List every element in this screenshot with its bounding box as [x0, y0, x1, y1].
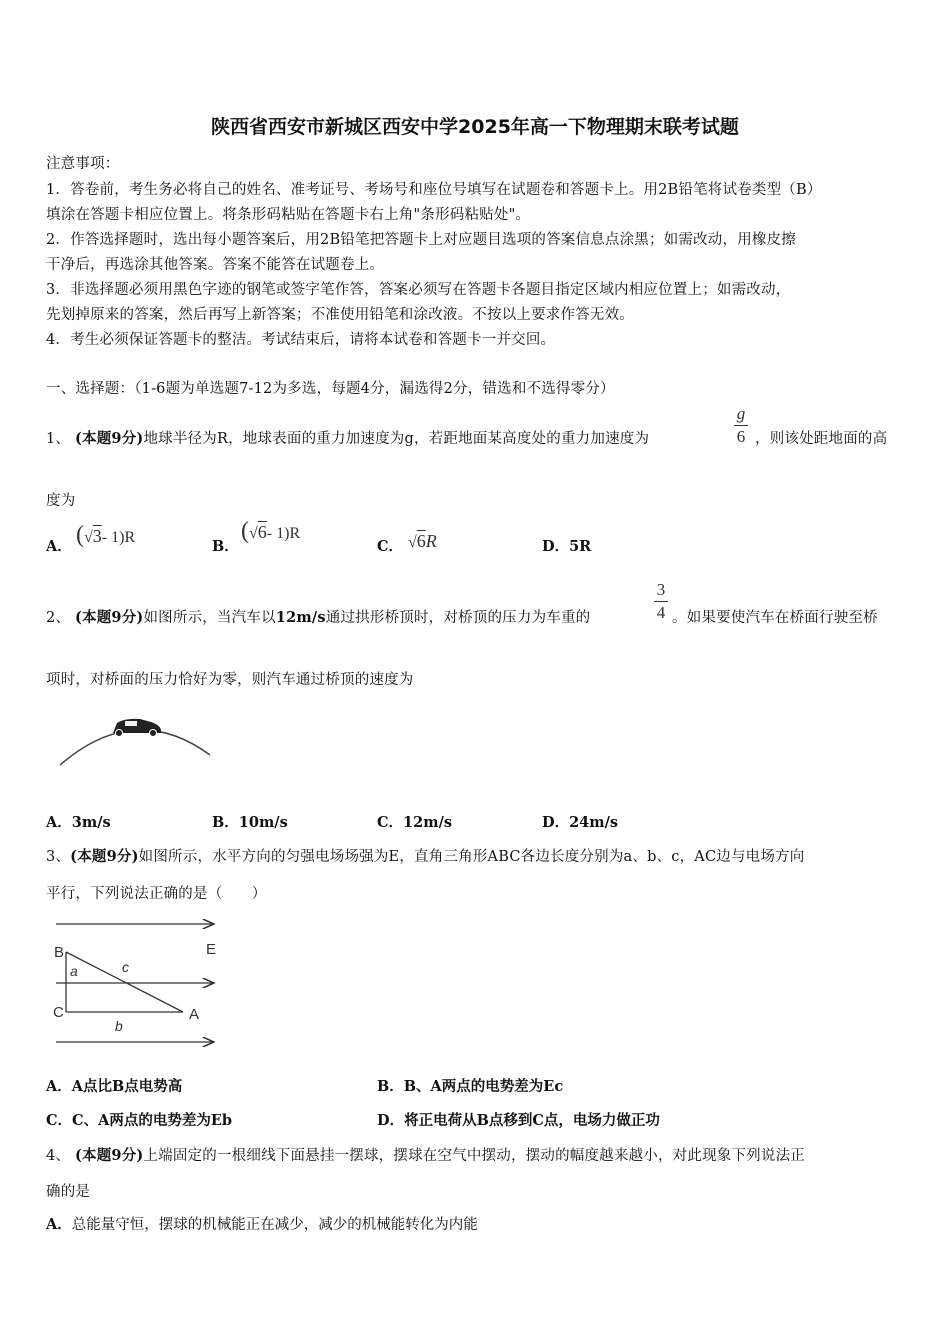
question-score: (本题9分)	[74, 430, 144, 447]
section-heading: 一、选择题：（1-6题为单选题7-12为多选，每题4分，漏选得2分，错选和不选得零分）	[46, 381, 615, 397]
question-text: 通过拱形桥顶时，对桥顶的压力为车重的	[325, 610, 591, 626]
question-number: 4、	[46, 1148, 71, 1164]
question-text: 项时，对桥面的压力恰好为零，则汽车通过桥顶的速度为	[46, 672, 414, 688]
electric-field-triangle-figure	[48, 912, 223, 1054]
question-number: 3、	[46, 849, 71, 865]
option-d-value: 5R	[569, 538, 592, 555]
option-label: A．	[46, 1216, 72, 1233]
fraction-g-over-6	[733, 404, 749, 447]
side-a-label: a	[70, 963, 78, 979]
option-label: D．	[377, 1112, 405, 1129]
fraction-numerator: 3	[656, 580, 666, 599]
option-d[interactable]	[542, 535, 591, 556]
question-3-line	[46, 845, 804, 866]
option-c[interactable]	[46, 1109, 232, 1130]
option-a[interactable]	[46, 1075, 182, 1096]
option-d[interactable]	[542, 811, 618, 832]
option-text: B、A两点的电势差为Ec	[403, 1078, 564, 1095]
option-label: C．	[377, 814, 404, 831]
option-label: B．	[377, 1078, 404, 1095]
option-c[interactable]	[377, 811, 452, 832]
option-c-formula: √6R	[408, 531, 437, 551]
option-b-formula: (√6- 1)R	[241, 518, 301, 544]
option-text: 将正电荷从B点移到C点，电场力做正功	[404, 1112, 660, 1129]
question-score: (本题9分)	[70, 848, 139, 865]
question-text: 。如果要使汽车在桥面行驶至桥	[672, 610, 878, 626]
option-label: A．	[46, 1078, 72, 1095]
option-c-label[interactable]: C．	[377, 538, 404, 555]
side-c-label: c	[122, 959, 129, 975]
option-text: C、A两点的电势差为Eb	[72, 1112, 233, 1129]
side-b-label: b	[115, 1018, 123, 1034]
option-d-label: D．	[542, 538, 570, 555]
fraction-denominator: 4	[656, 603, 666, 622]
bridge-arc	[60, 730, 210, 765]
fraction-denominator: 6	[736, 427, 746, 446]
notice-line: 填涂在答题卡相应位置上。将条形码粘贴在答题卡右上角"条形码粘贴处"。	[46, 207, 531, 223]
page-title: 陕西省西安市新城区西安中学2025年高一下物理期末联考试题	[211, 116, 739, 138]
question-score: (本题9分)	[74, 609, 144, 626]
option-b-label[interactable]: B．	[212, 538, 239, 555]
option-b[interactable]	[212, 811, 288, 832]
option-label: D．	[542, 814, 570, 831]
field-e-label: E	[206, 941, 217, 958]
arch-bridge-car-figure	[55, 710, 215, 770]
option-a-formula: (√3- 1)R	[76, 522, 136, 548]
option-text: A点比B点电势高	[71, 1078, 183, 1095]
question-text: 上端固定的一根细线下面悬挂一摆球，摆球在空气中摆动，摆动的幅度越来越小，对此现象下列说法正	[143, 1148, 805, 1164]
question-text: 如图所示，水平方向的匀强电场场强为E，直角三角形ABC各边长度分别为a、b、c，AC边与电场方向	[138, 849, 805, 865]
question-text: 平行，下列说法正确的是（ ）	[46, 886, 267, 902]
option-label: B．	[212, 814, 239, 831]
question-text: 如图所示，当汽车以	[143, 610, 276, 626]
option-value: 12m/s	[403, 814, 453, 831]
option-a[interactable]	[46, 1213, 478, 1234]
option-a-label[interactable]: A．	[46, 538, 72, 555]
option-text: 总能量守恒，摆球的机械能正在减少，减少的机械能转化为内能	[71, 1217, 478, 1233]
option-b[interactable]	[377, 1075, 563, 1096]
question-text: 度为	[46, 493, 76, 509]
fraction-3-over-4	[653, 580, 669, 623]
option-value: 10m/s	[238, 814, 288, 831]
question-number: 1、	[46, 431, 71, 447]
notice-line: 干净后，再选涂其他答案。答案不能答在试题卷上。	[46, 257, 385, 273]
notice-line: 4．考生必须保证答题卡的整洁。考试结束后，请将本试卷和答题卡一并交回。	[46, 332, 556, 348]
question-number: 2、	[46, 610, 71, 626]
question-2-line	[46, 606, 590, 627]
question-4-line	[46, 1144, 805, 1165]
option-value: 24m/s	[569, 814, 619, 831]
notice-line: 先划掉原来的答案，然后再写上新答案；不准使用铅笔和涂改液。不按以上要求作答无效。	[46, 307, 634, 323]
fraction-numerator: g	[736, 404, 746, 423]
notice-line: 3．非选择题必须用黑色字迹的钢笔或签字笔作答，答案必须写在答题卡各题目指定区域内相应位置上；如需改动，	[46, 282, 791, 298]
notice-line: 1．答卷前，考生务必将自己的姓名、准考证号、考场号和座位号填写在试题卷和答题卡上。用2B铅笔将试卷类型（B）	[46, 182, 822, 198]
notice-line: 2．作答选择题时，选出每小题答案后，用2B铅笔把答题卡上对应题目选项的答案信息点涂黑；如需改动，用橡皮擦	[46, 232, 797, 248]
question-1-line	[46, 427, 649, 448]
option-d[interactable]	[377, 1109, 660, 1130]
car-icon	[113, 719, 161, 737]
question-text: 确的是	[46, 1184, 91, 1200]
question-text: 地球半径为R，地球表面的重力加速度为g，若距地面某高度处的重力加速度为	[143, 431, 650, 447]
vertex-b-label: B	[54, 944, 65, 961]
option-value: 3m/s	[71, 814, 111, 831]
vertex-a-label: A	[189, 1006, 200, 1023]
vertex-c-label: C	[53, 1004, 64, 1021]
notice-heading: 注意事项：	[46, 156, 120, 172]
speed-value: 12m/s	[275, 609, 326, 626]
option-label: A．	[46, 814, 72, 831]
question-text: ，则该处距地面的高	[755, 431, 888, 447]
question-score: (本题9分)	[74, 1147, 144, 1164]
option-label: C．	[46, 1112, 73, 1129]
option-a[interactable]	[46, 811, 111, 832]
